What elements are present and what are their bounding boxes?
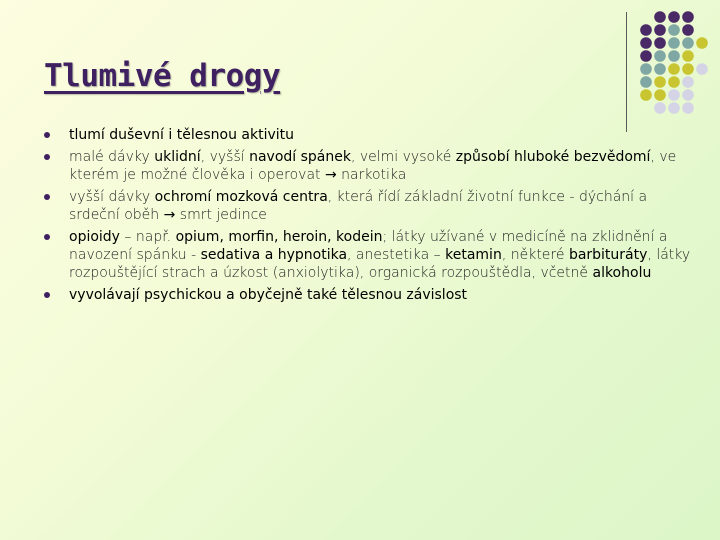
bullet-text: – např. [119,229,176,245]
decorative-dot [682,24,694,36]
vertical-divider [626,12,627,132]
bullet-text: , která řídí základní životní funkce - dýchání a srdeční oběh [69,189,648,223]
decorative-dot [682,11,694,23]
decorative-dot [640,76,652,88]
bullet-text-emphasis: tlumí duševní i tělesnou aktivitu [69,127,294,143]
bullet-text-emphasis: alkoholu [592,265,652,281]
decorative-dot [654,50,666,62]
bullet-text-emphasis: uklidní [154,149,201,165]
bullet-text-emphasis: ketamin [445,247,502,263]
bullet-text-emphasis: opioidy [69,229,120,245]
bullet-text: , anestetika – [347,247,446,263]
decorative-dot [668,24,680,36]
decorative-dot [640,89,652,101]
bullet-text-emphasis: navodí spánek [249,149,351,165]
decorative-dot [682,63,694,75]
decorative-dot [640,37,652,49]
bullet-item [44,148,694,184]
bullet-marker-icon [44,154,50,160]
bullet-text: smrt jedince [175,207,267,223]
bullet-marker-icon [44,234,50,240]
decorative-dot [682,89,694,101]
bullet-text-emphasis: vyvolávají psychickou a obyčejně také tělesnou závislost [69,287,468,303]
decorative-dot [640,50,652,62]
bullet-text: , vyšší [200,149,250,165]
decorative-dot [668,11,680,23]
decorative-dot [654,11,666,23]
bullet-marker-icon [44,194,50,200]
decorative-dot [668,76,680,88]
bullet-text-emphasis: ochromí mozková centra [154,189,328,205]
bullet-marker-icon [44,292,50,298]
bullet-text: malé dávky [69,149,155,165]
bullet-item [44,188,694,224]
bullet-list [44,126,694,308]
bullet-text-emphasis: barbituráty [568,247,648,263]
bullet-marker-icon [44,132,50,138]
decorative-dot [654,37,666,49]
bullet-text: vyšší dávky [69,189,155,205]
decorative-dot [682,102,694,114]
bullet-item [44,228,694,282]
decorative-dot [682,37,694,49]
decorative-dot [682,50,694,62]
decorative-dot [668,89,680,101]
bullet-text-emphasis: → [324,167,337,183]
decorative-dot [640,24,652,36]
decorative-dot [654,63,666,75]
decorative-dot [668,102,680,114]
bullet-item [44,126,694,144]
decorative-dot [640,63,652,75]
decorative-dot [696,37,708,49]
bullet-text: , některé [501,247,569,263]
bullet-text-emphasis: → [163,207,176,223]
bullet-text-emphasis: sedativa a hypnotika [200,247,348,263]
decorative-dot [696,63,708,75]
bullet-text: narkotika [336,167,407,183]
decorative-dot [654,102,666,114]
decorative-dot [654,89,666,101]
bullet-text: , ve kterém je možné člověka i operovat [69,149,677,183]
bullet-text: ; látky užívané v medicíně na zklidnění a navození spánku - [69,229,668,263]
decorative-dot [668,37,680,49]
slide-title: Tlumivé drogy [44,58,281,94]
bullet-text-emphasis: opium, morfin, heroin, kodein [175,229,383,245]
decorative-dot [668,63,680,75]
decorative-dot [654,24,666,36]
bullet-item [44,286,694,304]
decorative-dot [682,76,694,88]
decorative-dot [668,50,680,62]
decorative-dot [654,76,666,88]
bullet-text-emphasis: způsobí hluboké bezvědomí [455,149,651,165]
bullet-text: , velmi vysoké [350,149,456,165]
bullet-text: , látky rozpouštějící strach a úzkost (anxiolytika), organická rozpouštědla, včetně [69,247,691,281]
